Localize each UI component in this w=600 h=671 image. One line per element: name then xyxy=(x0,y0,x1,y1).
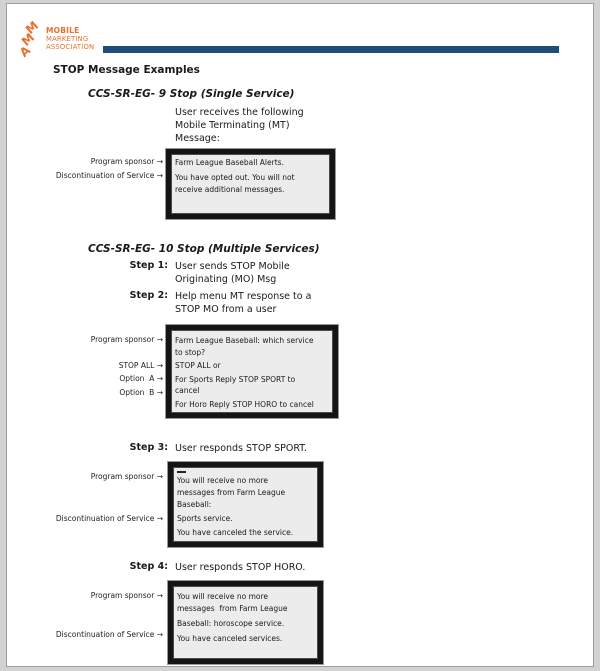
intro-line: User receives the following xyxy=(175,107,304,118)
message-line: STOP ALL or xyxy=(175,361,221,370)
label-program-sponsor: Program sponsor → xyxy=(90,591,163,600)
section2-heading: CCS-SR-EG- 10 Stop (Multiple Services) xyxy=(88,243,320,255)
message-box-screen xyxy=(173,586,318,659)
step-text-line: STOP MO from a user xyxy=(175,304,277,315)
label-option-a: Option A → xyxy=(119,374,163,383)
message-line: receive additional messages. xyxy=(175,185,285,194)
label-discontinuation-of-service: Discontinuation of Service → xyxy=(55,171,163,180)
section1-heading: CCS-SR-EG- 9 Stop (Single Service) xyxy=(88,88,295,100)
text-cursor-artifact xyxy=(177,471,186,473)
svg-text:M: M xyxy=(22,20,42,37)
step4-label: Step 4: xyxy=(129,561,168,572)
message-box-single-service xyxy=(166,149,335,219)
logo-line-association: ASSOCIATION xyxy=(46,43,95,51)
message-line: For Sports Reply STOP SPORT to xyxy=(175,374,296,384)
message-line: Farm League Baseball Alerts. xyxy=(175,158,284,167)
step-text-line: User sends STOP Mobile xyxy=(175,261,290,272)
message-line: You have canceled services. xyxy=(177,634,283,643)
message-box-stop-sport xyxy=(168,462,323,547)
message-line: cancel xyxy=(175,386,200,395)
intro-line: Message: xyxy=(175,133,220,144)
page-title: STOP Message Examples xyxy=(53,64,200,76)
step2-text xyxy=(175,290,311,316)
step3-text: User responds STOP SPORT. xyxy=(175,443,307,454)
label-option-b: Option B → xyxy=(119,388,163,397)
message-box-screen xyxy=(171,330,333,413)
logo-line-mobile: MOBILE xyxy=(46,26,80,35)
message-line: You will receive no more xyxy=(177,592,269,601)
label-program-sponsor: Program sponsor → xyxy=(90,472,163,481)
message-line: Baseball: horoscope service. xyxy=(177,619,285,628)
message-line: You have canceled the service. xyxy=(177,528,294,537)
step-text-line: Help menu MT response to a xyxy=(175,291,312,302)
message-line: Farm League Baseball: which service xyxy=(175,336,314,345)
logo-wordmark xyxy=(46,27,94,51)
message-line: Sports service. xyxy=(177,514,233,523)
svg-text:M: M xyxy=(18,30,38,49)
label-program-sponsor: Program sponsor → xyxy=(90,157,163,166)
step1-text xyxy=(175,260,290,286)
logo-line-marketing: MARKETING xyxy=(46,35,89,43)
message-line: messages from Farm League xyxy=(177,488,286,497)
step2-label: Step 2: xyxy=(129,290,168,301)
step1-label: Step 1: xyxy=(129,260,168,271)
message-box-screen xyxy=(173,467,318,542)
label-discontinuation-of-service: Discontinuation of Service → xyxy=(55,630,163,639)
message-line: messages from Farm League xyxy=(177,604,288,613)
message-box-multiple-services-menu xyxy=(166,325,338,418)
message-line: You have opted out. You will not xyxy=(175,173,295,182)
message-line: For Horo Reply STOP HORO to cancel xyxy=(175,399,314,409)
message-line: to stop? xyxy=(175,347,206,357)
section1-intro xyxy=(175,106,304,145)
step3-label: Step 3: xyxy=(129,442,168,453)
intro-line: Mobile Terminating (MT) xyxy=(175,120,290,131)
message-box-stop-horo xyxy=(168,581,323,664)
message-line: Baseball: xyxy=(177,500,212,509)
mma-logo-icon xyxy=(18,20,46,64)
label-stop-all: STOP ALL → xyxy=(118,361,163,370)
header-rule-bar xyxy=(103,46,559,53)
step4-text: User responds STOP HORO. xyxy=(175,562,306,573)
message-line: You will receive no more xyxy=(177,476,269,485)
label-program-sponsor: Program sponsor → xyxy=(90,335,163,344)
label-discontinuation-of-service: Discontinuation of Service → xyxy=(55,514,163,523)
message-box-screen xyxy=(171,154,330,214)
step-text-line: Originating (MO) Msg xyxy=(175,274,277,285)
svg-text:A: A xyxy=(18,43,34,60)
